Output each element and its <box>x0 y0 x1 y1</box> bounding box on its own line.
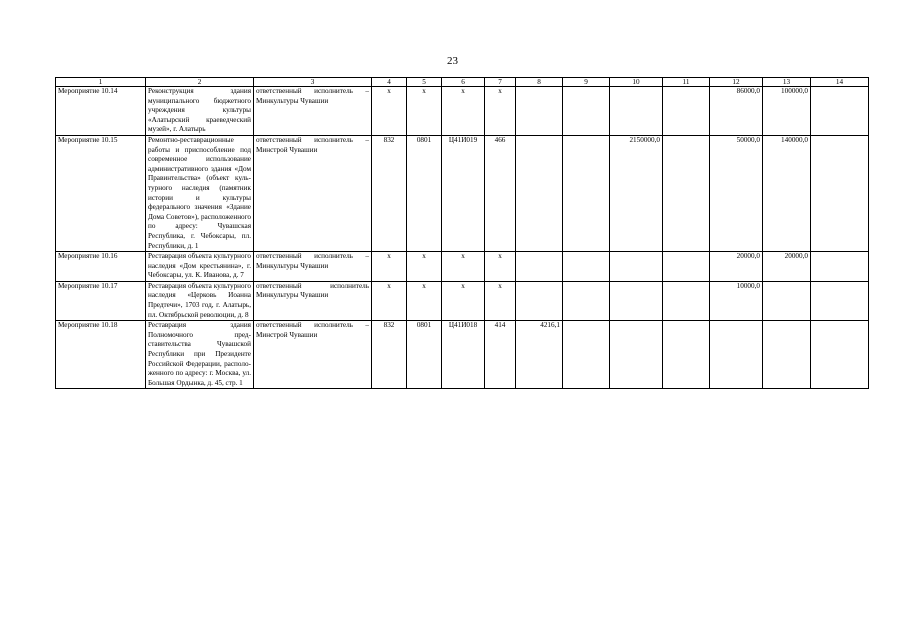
value-col-8 <box>516 87 563 136</box>
value-col-13 <box>763 281 811 320</box>
target-article-code: Ц41И018 <box>442 321 485 389</box>
value-col-11 <box>663 87 710 136</box>
column-header: 2 <box>146 78 254 87</box>
expense-type-code: 414 <box>485 321 516 389</box>
target-article-code: x <box>442 281 485 320</box>
value-col-12: 20000,0 <box>710 252 763 282</box>
value-col-9 <box>563 321 610 389</box>
expense-type-code: x <box>485 252 516 282</box>
responsible-executor: ответственный исполнитель – Минкультуры Чувашии <box>254 87 372 136</box>
value-col-10 <box>610 281 663 320</box>
value-col-10 <box>610 87 663 136</box>
responsible-executor: ответственный исполнитель – Минстрой Чувашии <box>254 321 372 389</box>
value-col-14 <box>811 252 869 282</box>
table-row <box>56 252 869 282</box>
responsible-executor: ответственный исполнитель – Минкультуры Чувашии <box>254 252 372 282</box>
measure-description: Реконструкция здания муниципального бюджетного учреждения культуры «Алатырский краеведческий музей», г. Алатырь <box>146 87 254 136</box>
gr-code: x <box>372 252 407 282</box>
value-col-8 <box>516 252 563 282</box>
value-col-8 <box>516 135 563 251</box>
value-col-9 <box>563 281 610 320</box>
measure-label: Мероприятие 10.18 <box>56 321 146 389</box>
section-code: 0801 <box>407 135 442 251</box>
value-col-14 <box>811 87 869 136</box>
column-header: 7 <box>485 78 516 87</box>
measure-label: Мероприятие 10.16 <box>56 252 146 282</box>
section-code: x <box>407 87 442 136</box>
value-col-12 <box>710 321 763 389</box>
value-col-13: 140000,0 <box>763 135 811 251</box>
gr-code: 832 <box>372 321 407 389</box>
measure-description: Ремонтно-реставрационные работы и приспособление под современное использование административного здания «Дом Правинтельства» (объект культурного наследия (памятник истории и культуры федерального значения «Здание Дома Советов»), расположенного по адресу: Чувашская Республика, г. Чебоксары, пл. Республики, д. 1 <box>146 135 254 251</box>
measure-label: Мероприятие 10.14 <box>56 87 146 136</box>
measure-description: Реставрация здания Полномочного представительства Чувашской Республики при Президенте Российской Федерации, расположенного по адресу: г. Москва, ул. Большая Ордынка, д. 45, стр. 1 <box>146 321 254 389</box>
target-article-code: x <box>442 252 485 282</box>
expense-type-code: 466 <box>485 135 516 251</box>
value-col-10 <box>610 252 663 282</box>
expense-type-code: x <box>485 281 516 320</box>
value-col-14 <box>811 135 869 251</box>
table-body <box>56 87 869 389</box>
column-header: 6 <box>442 78 485 87</box>
gr-code: 832 <box>372 135 407 251</box>
column-header: 11 <box>663 78 710 87</box>
value-col-13 <box>763 321 811 389</box>
responsible-executor: ответственный исполнитель – Минстрой Чувашии <box>254 135 372 251</box>
column-header: 9 <box>563 78 610 87</box>
value-col-9 <box>563 252 610 282</box>
table-row <box>56 281 869 320</box>
gr-code: x <box>372 281 407 320</box>
measure-label: Мероприятие 10.15 <box>56 135 146 251</box>
column-header: 1 <box>56 78 146 87</box>
measure-description: Реставрация объекта культурного наследия «Церковь Иоанна Предтечи», 1703 год, г. Алатырь, пл. Октябрьской революции, д. 8 <box>146 281 254 320</box>
value-col-12: 86000,0 <box>710 87 763 136</box>
column-header: 3 <box>254 78 372 87</box>
section-code: 0801 <box>407 321 442 389</box>
responsible-executor: ответственный исполнитель Минкультуры Чувашии <box>254 281 372 320</box>
value-col-8: 4216,1 <box>516 321 563 389</box>
column-header: 10 <box>610 78 663 87</box>
value-col-11 <box>663 281 710 320</box>
column-header: 4 <box>372 78 407 87</box>
budget-table <box>55 77 869 389</box>
page-number: 23 <box>447 55 458 67</box>
value-col-11 <box>663 135 710 251</box>
table-row <box>56 87 869 136</box>
section-code: x <box>407 252 442 282</box>
expense-type-code: x <box>485 87 516 136</box>
header-row <box>56 78 869 87</box>
value-col-14 <box>811 321 869 389</box>
column-header: 5 <box>407 78 442 87</box>
column-header: 8 <box>516 78 563 87</box>
value-col-9 <box>563 135 610 251</box>
value-col-13: 100000,0 <box>763 87 811 136</box>
value-col-12: 50000,0 <box>710 135 763 251</box>
value-col-14 <box>811 281 869 320</box>
value-col-10: 2150000,0 <box>610 135 663 251</box>
measure-description: Реставрация объекта культурного наследия «Дом крестьянина», г. Чебоксары, ул. К. Иванова, д. 7 <box>146 252 254 282</box>
value-col-8 <box>516 281 563 320</box>
table-row <box>56 135 869 251</box>
column-header: 14 <box>811 78 869 87</box>
column-header: 13 <box>763 78 811 87</box>
value-col-11 <box>663 321 710 389</box>
target-article-code: x <box>442 87 485 136</box>
table-row <box>56 321 869 389</box>
value-col-13: 20000,0 <box>763 252 811 282</box>
value-col-10 <box>610 321 663 389</box>
value-col-11 <box>663 252 710 282</box>
gr-code: x <box>372 87 407 136</box>
section-code: x <box>407 281 442 320</box>
value-col-12: 10000,0 <box>710 281 763 320</box>
value-col-9 <box>563 87 610 136</box>
column-header: 12 <box>710 78 763 87</box>
target-article-code: Ц41И019 <box>442 135 485 251</box>
measure-label: Мероприятие 10.17 <box>56 281 146 320</box>
